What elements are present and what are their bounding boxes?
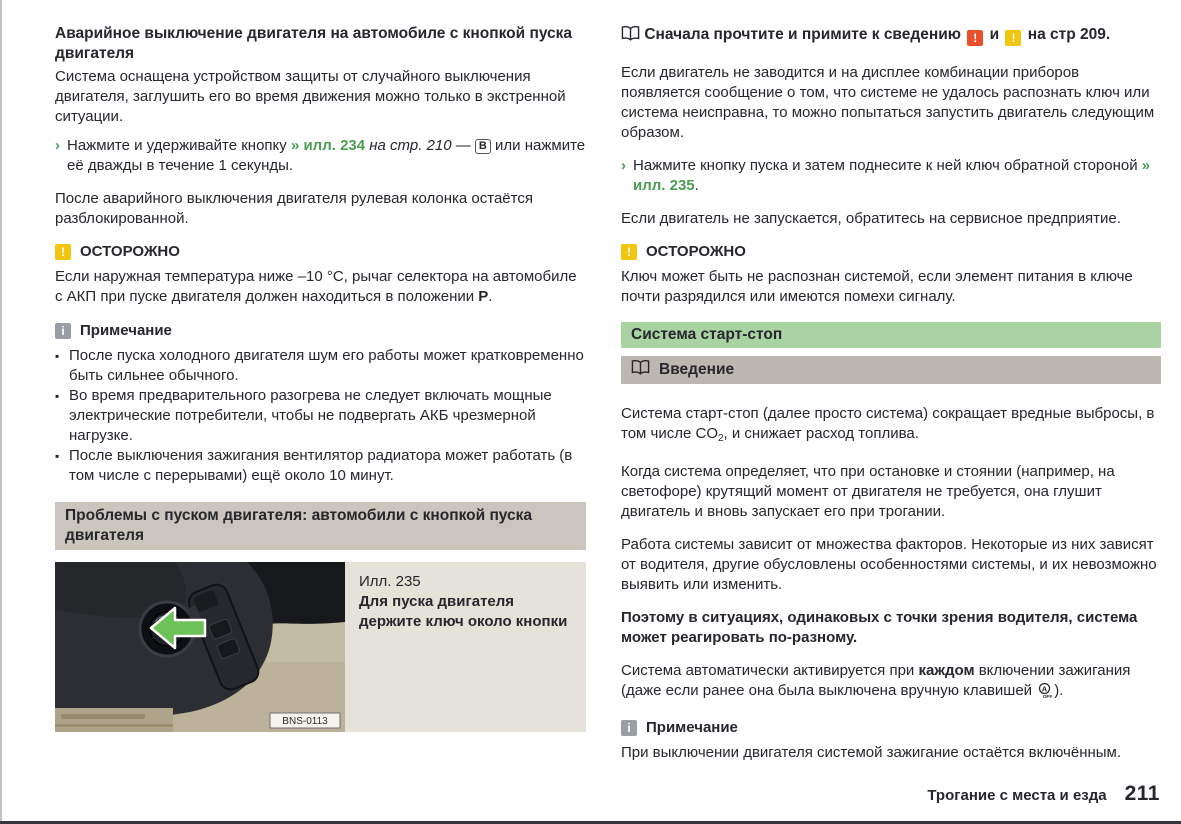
- subsection-bar-introduction: [621, 356, 1161, 384]
- cross-reference-link[interactable]: » илл. 235: [633, 157, 1151, 194]
- info-icon: i: [55, 323, 71, 339]
- start-stop-off-button-icon: [1037, 682, 1053, 705]
- book-icon: [621, 25, 640, 47]
- info-icon: i: [621, 720, 637, 736]
- caution-title-row: [621, 242, 1161, 262]
- photo-illustration: [55, 562, 345, 732]
- subsection-heading-emergency-shutoff: Аварийное выключение двигателя на автомобиле с кнопкой пуска двигателя: [55, 25, 573, 62]
- danger-red-icon: !: [967, 30, 983, 46]
- step-arrow-icon: ›: [55, 137, 60, 154]
- paragraph: Система оснащена устройством защиты от случайного выключения двигателя, заглушить его во время движения можно только в экстренной ситуации.: [55, 68, 566, 125]
- cross-reference-link[interactable]: » илл. 234: [290, 137, 366, 154]
- caution-block: [55, 242, 586, 307]
- note-text: При выключении двигателя системой зажигание остаётся включённым.: [621, 744, 1122, 761]
- warning-yellow-icon: !: [55, 244, 71, 260]
- figure-235: [55, 562, 586, 732]
- note-block: [55, 321, 586, 486]
- step-text: Нажмите кнопку пуска и затем поднесите к ней ключ обратной стороной » илл. 235.: [633, 157, 1151, 194]
- instruction-step: [55, 136, 586, 176]
- note-list: [55, 346, 586, 486]
- book-icon: [631, 359, 650, 381]
- right-column: [621, 24, 1161, 777]
- caution-text: Ключ может быть не распознан системой, если элемент питания в ключе почти разрядился или имеются помехи сигналу.: [621, 268, 1133, 305]
- subsection-title: Введение: [659, 361, 735, 378]
- figure-photo-key-near-start-button: [55, 562, 345, 732]
- paragraph: Работа системы зависит от множества факторов. Некоторые из них зависят от водителя, другие обусловлены особенностями системы, и их невозможно выявить или изменить.: [621, 536, 1157, 593]
- note-list-item: ▪ После пуска холодного двигателя шум его работы может кратковременно быть сильнее обычного.: [55, 346, 586, 386]
- photo-code-label: BNS-0113: [282, 716, 328, 727]
- caution-block: [621, 242, 1161, 307]
- caution-title: ОСТОРОЖНО: [80, 243, 180, 260]
- page-left-edge: [0, 0, 2, 824]
- paragraph: Если двигатель не запускается, обратитесь на сервисное предприятие.: [621, 210, 1121, 227]
- caution-title: ОСТОРОЖНО: [646, 243, 746, 260]
- figure-caption: [345, 562, 586, 732]
- paragraph: Система автоматически активируется при каждом включении зажигания (даже если ранее она была выключена вручную клавишей A OFF ).: [621, 661, 1161, 705]
- svg-text:OFF: OFF: [1042, 695, 1053, 699]
- note-title: Примечание: [80, 322, 172, 339]
- figure-label: Илл. 235: [359, 573, 421, 590]
- note-block: [621, 718, 1161, 763]
- paragraph: После аварийного выключения двигателя рулевая колонка остаётся разблокированной.: [55, 190, 533, 227]
- note-title-row: [621, 718, 1161, 738]
- paragraph-emphasis: Поэтому в ситуациях, одинаковых с точки зрения водителя, система может реагировать по-разному.: [621, 609, 1138, 646]
- caution-text: Если наружная температура ниже –10 °C, рычаг селектора на автомобиле с АКП при пуске двигателя должен находиться в положении P.: [55, 268, 577, 305]
- note-title: Примечание: [646, 719, 738, 736]
- note-list-item: ▪ Во время предварительного разогрева не следует включать мощные электрические потребители, чтобы не подвергать АКБ чрезмерной нагрузке.: [55, 386, 586, 446]
- paragraph: Система старт-стоп (далее просто система) сокращает вредные выбросы, в том числе $CO_2$, и снижает расход топлива.: [621, 405, 1155, 444]
- page-number: 211: [1124, 782, 1160, 805]
- section-heading-start-problems: Проблемы с пуском двигателя: автомобили с кнопкой пуска двигателя: [55, 502, 586, 550]
- paragraph: Когда система определяет, что при остановке и стоянии (например, на светофоре) крутящий момент от двигателя не требуется, она глушит двигатель и вновь запускает его при трогании.: [621, 463, 1115, 520]
- button-b-keycap-icon: B: [475, 139, 491, 154]
- co2-subscript: 2: [717, 433, 724, 444]
- left-column: [55, 24, 586, 732]
- instruction-step: [621, 156, 1161, 196]
- step-text: Нажмите и удерживайте кнопку » илл. 234 на стр. 210 — B или нажмите её дважды в течение 1 секунды.: [67, 137, 586, 174]
- caution-title-row: [55, 242, 586, 262]
- note-list-item: ▪ После выключения зажигания вентилятор радиатора может работать (в том числе с перерывами) ещё около 10 минут.: [55, 446, 586, 486]
- step-arrow-icon: ›: [621, 157, 626, 174]
- svg-text:A: A: [1042, 684, 1048, 694]
- note-title-row: [55, 321, 586, 341]
- figure-caption-text: Для пуска двигателя держите ключ около кнопки: [359, 593, 568, 630]
- paragraph: Если двигатель не заводится и на дисплее комбинации приборов появляется сообщение о том, что системе не удалось распознать ключ или система неисправна, то можно попытаться запустить двигатель следующим образом.: [621, 64, 1155, 141]
- read-first-line: Сначала прочтите и примите к сведению ! и ! на стр 209.: [621, 24, 1161, 47]
- warning-yellow-icon: !: [621, 244, 637, 260]
- chapter-title: Трогание с места и езда: [927, 787, 1107, 804]
- section-heading-start-stop: Система старт-стоп: [621, 322, 1161, 348]
- warning-yellow-icon: !: [1005, 30, 1021, 46]
- page-footer: [927, 784, 1160, 806]
